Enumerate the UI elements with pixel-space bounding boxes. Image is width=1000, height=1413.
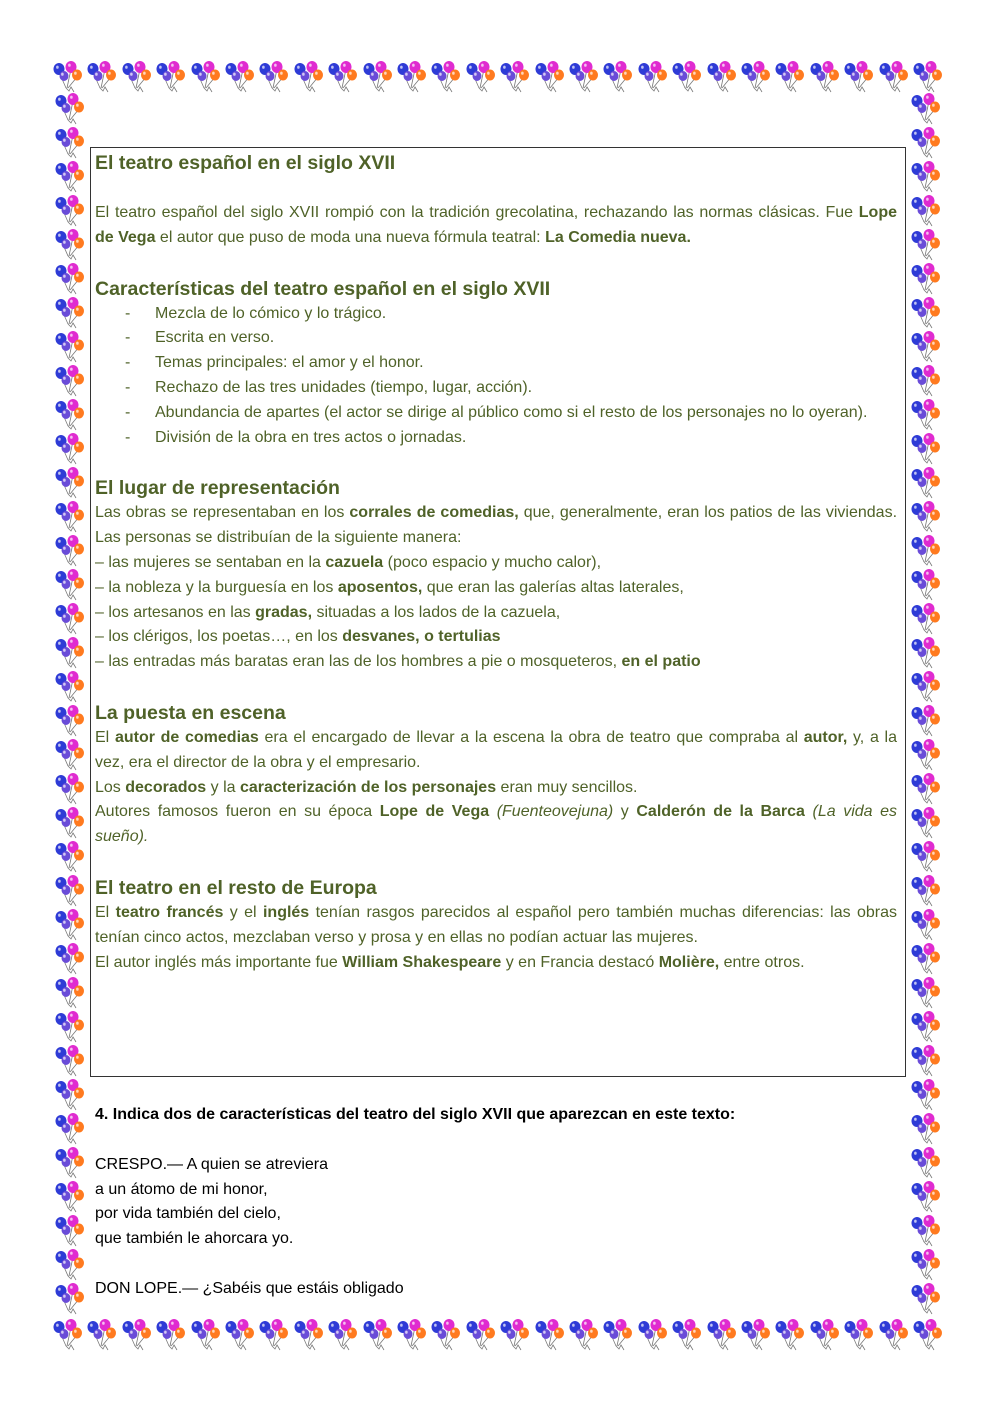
section-title-europa: El teatro en el resto de Europa [95, 876, 377, 899]
balloon-icon [50, 1318, 84, 1352]
balloon-icon [908, 1180, 942, 1214]
list-item: - Rechazo de las tres unidades (tiempo, lugar, acción). [95, 376, 897, 401]
balloon-icon [908, 976, 942, 1010]
balloon-icon [532, 60, 566, 94]
verse-line: a un átomo de mi honor, [95, 1180, 268, 1198]
balloon-icon [908, 364, 942, 398]
lugar-line: – los artesanos en las gradas, situadas a los lados de la cazuela, [95, 603, 561, 621]
balloon-icon [50, 60, 84, 94]
balloon-icon [807, 60, 841, 94]
balloon-icon [394, 60, 428, 94]
list-item: - Mezcla de lo cómico y lo trágico. [95, 302, 897, 327]
balloon-icon [52, 364, 86, 398]
balloon-icon [841, 60, 875, 94]
balloon-icon [635, 1318, 669, 1352]
balloon-icon [222, 60, 256, 94]
balloon-icon [908, 1214, 942, 1248]
balloon-icon [669, 60, 703, 94]
balloon-icon [188, 60, 222, 94]
list-item: - Escrita en verso. [95, 326, 897, 351]
balloon-icon [52, 704, 86, 738]
balloon-icon [360, 60, 394, 94]
verse-line: CRESPO.— A quien se atreviera [95, 1155, 328, 1173]
balloon-icon [704, 60, 738, 94]
balloon-icon [52, 1248, 86, 1282]
balloon-icon [291, 60, 325, 94]
balloon-icon [704, 1318, 738, 1352]
balloon-icon [566, 1318, 600, 1352]
balloon-icon [52, 602, 86, 636]
balloon-icon [119, 1318, 153, 1352]
balloon-icon [84, 1318, 118, 1352]
balloon-icon [52, 670, 86, 704]
balloon-icon [52, 1112, 86, 1146]
list-item: - Temas principales: el amor y el honor. [95, 351, 897, 376]
balloon-icon [52, 160, 86, 194]
europa-paragraph: El teatro francés y el inglés tenían rasgos parecidos al español pero también muchas diferencias: las obras tenían cinco actos, mezclaban verso y prosa y en ellas no podían actuar las mujeres. [95, 903, 898, 946]
balloon-icon [256, 1318, 290, 1352]
balloon-icon [908, 670, 942, 704]
balloon-icon [600, 60, 634, 94]
balloon-icon [908, 568, 942, 602]
balloon-icon [908, 1078, 942, 1112]
balloon-icon [738, 1318, 772, 1352]
balloon-icon [908, 636, 942, 670]
balloon-icon [910, 1318, 944, 1352]
balloon-icon [908, 330, 942, 364]
balloon-icon [876, 1318, 910, 1352]
balloon-icon [52, 466, 86, 500]
balloon-icon [908, 398, 942, 432]
balloon-icon [153, 60, 187, 94]
balloon-icon [772, 1318, 806, 1352]
list-item: - División de la obra en tres actos o jornadas. [95, 426, 897, 451]
balloon-icon [635, 60, 669, 94]
balloon-icon [52, 398, 86, 432]
lugar-line: – las entradas más baratas eran las de los hombres a pie o mosqueteros, en el patio [95, 653, 701, 671]
puesta-paragraph: Los decorados y la caracterización de los personajes eran muy sencillos. [95, 778, 638, 796]
balloon-icon [738, 60, 772, 94]
balloon-icon [908, 602, 942, 636]
balloon-icon [52, 1180, 86, 1214]
balloon-icon [908, 772, 942, 806]
puesta-paragraph: El autor de comedias era el encargado de llevar a la escena la obra de teatro que compraba al autor, y, a la vez, era el director de la obra y el empresario. [95, 728, 898, 771]
balloon-icon [841, 1318, 875, 1352]
balloon-icon [52, 636, 86, 670]
balloon-icon [360, 1318, 394, 1352]
lugar-paragraph: Las obras se representaban en los corrales de comedias, que, generalmente, eran los patios de las viviendas. Las personas se distribuían de la siguiente manera: [95, 504, 898, 547]
balloon-icon [52, 806, 86, 840]
section-title-puesta-en-escena: La puesta en escena [95, 701, 286, 724]
balloon-icon [291, 1318, 325, 1352]
balloon-icon [908, 432, 942, 466]
border-left [50, 92, 90, 1318]
balloon-icon [908, 126, 942, 160]
balloon-icon [908, 500, 942, 534]
balloon-icon [52, 92, 86, 126]
balloon-icon [908, 466, 942, 500]
lugar-line: – las mujeres se sentaban en la cazuela (poco espacio y mucho calor), [95, 553, 602, 571]
balloon-icon [908, 1146, 942, 1180]
balloon-icon [908, 1282, 942, 1316]
balloon-icon [52, 1010, 86, 1044]
balloon-icon [52, 1078, 86, 1112]
border-top [50, 58, 950, 98]
balloon-icon [52, 908, 86, 942]
balloon-icon [908, 262, 942, 296]
balloon-icon [52, 534, 86, 568]
balloon-icon [807, 1318, 841, 1352]
balloon-icon [463, 60, 497, 94]
balloon-icon [669, 1318, 703, 1352]
balloon-icon [52, 126, 86, 160]
verse-line: que también le ahorcara yo. [95, 1230, 294, 1248]
balloon-icon [876, 60, 910, 94]
balloon-icon [908, 534, 942, 568]
balloon-icon [908, 194, 942, 228]
document-body [95, 150, 897, 975]
intro-paragraph: El teatro español del siglo XVII rompió con la tradición grecolatina, rechazando las normas clásicas. Fue Lope de Vega el autor que puso de moda una nueva fórmula teatral: La Comedia nueva. [95, 204, 897, 246]
balloon-icon [52, 942, 86, 976]
balloon-icon [222, 1318, 256, 1352]
europa-paragraph: El autor inglés más importante fue William Shakespeare y en Francia destacó Molière, entre otros. [95, 953, 805, 971]
balloon-icon [428, 60, 462, 94]
balloon-icon [910, 60, 944, 94]
balloon-icon [394, 1318, 428, 1352]
balloon-icon [908, 874, 942, 908]
border-right [906, 92, 946, 1318]
balloon-icon [52, 228, 86, 262]
balloon-icon [908, 1044, 942, 1078]
characteristics-list [95, 302, 897, 451]
balloon-icon [52, 500, 86, 534]
balloon-icon [52, 1044, 86, 1078]
balloon-icon [908, 738, 942, 772]
exercise-section [95, 1103, 897, 1302]
balloon-icon [908, 296, 942, 330]
border-bottom [50, 1316, 950, 1356]
balloon-icon [908, 92, 942, 126]
balloon-icon [908, 1248, 942, 1282]
lugar-line: – la nobleza y la burguesía en los aposentos, que eran las galerías altas laterales, [95, 578, 684, 596]
balloon-icon [908, 160, 942, 194]
list-item: - Abundancia de apartes (el actor se dirige al público como si el resto de los personajes no lo oyeran). [95, 401, 897, 426]
balloon-icon [84, 60, 118, 94]
balloon-icon [908, 840, 942, 874]
balloon-icon [52, 262, 86, 296]
balloon-icon [52, 1146, 86, 1180]
balloon-icon [325, 1318, 359, 1352]
balloon-icon [52, 840, 86, 874]
balloon-icon [497, 60, 531, 94]
balloon-icon [908, 704, 942, 738]
balloon-icon [188, 1318, 222, 1352]
balloon-icon [600, 1318, 634, 1352]
section-title-caracteristicas: Características del teatro español en el siglo XVII [95, 277, 551, 300]
balloon-icon [52, 1282, 86, 1316]
balloon-icon [52, 1214, 86, 1248]
balloon-icon [908, 806, 942, 840]
puesta-paragraph: Autores famosos fueron en su época Lope de Vega (Fuenteovejuna) y Calderón de la Barca (La vida es sueño). [95, 803, 898, 846]
balloon-icon [52, 874, 86, 908]
verse-line: DON LOPE.— ¿Sabéis que estáis obligado [95, 1279, 404, 1297]
balloon-icon [119, 60, 153, 94]
balloon-icon [52, 738, 86, 772]
balloon-icon [153, 1318, 187, 1352]
balloon-icon [566, 60, 600, 94]
balloon-icon [52, 330, 86, 364]
balloon-icon [428, 1318, 462, 1352]
exercise-question: 4. Indica dos de características del teatro del siglo XVII que aparezcan en este texto: [95, 1106, 736, 1123]
balloon-icon [908, 942, 942, 976]
verse-line: por vida también del cielo, [95, 1205, 281, 1223]
balloon-icon [908, 228, 942, 262]
lugar-line: – los clérigos, los poetas…, en los desvanes, o tertulias [95, 628, 501, 646]
balloon-icon [52, 432, 86, 466]
balloon-icon [908, 908, 942, 942]
balloon-icon [497, 1318, 531, 1352]
balloon-icon [52, 296, 86, 330]
balloon-icon [908, 1010, 942, 1044]
section-title-lugar: El lugar de representación [95, 477, 340, 500]
balloon-icon [908, 1112, 942, 1146]
balloon-icon [772, 60, 806, 94]
balloon-icon [52, 194, 86, 228]
balloon-icon [52, 568, 86, 602]
balloon-icon [256, 60, 290, 94]
balloon-icon [325, 60, 359, 94]
balloon-icon [52, 772, 86, 806]
balloon-icon [52, 976, 86, 1010]
balloon-icon [463, 1318, 497, 1352]
balloon-icon [532, 1318, 566, 1352]
section-title-teatro-siglo-xvii: El teatro español en el siglo XVII [95, 152, 396, 174]
